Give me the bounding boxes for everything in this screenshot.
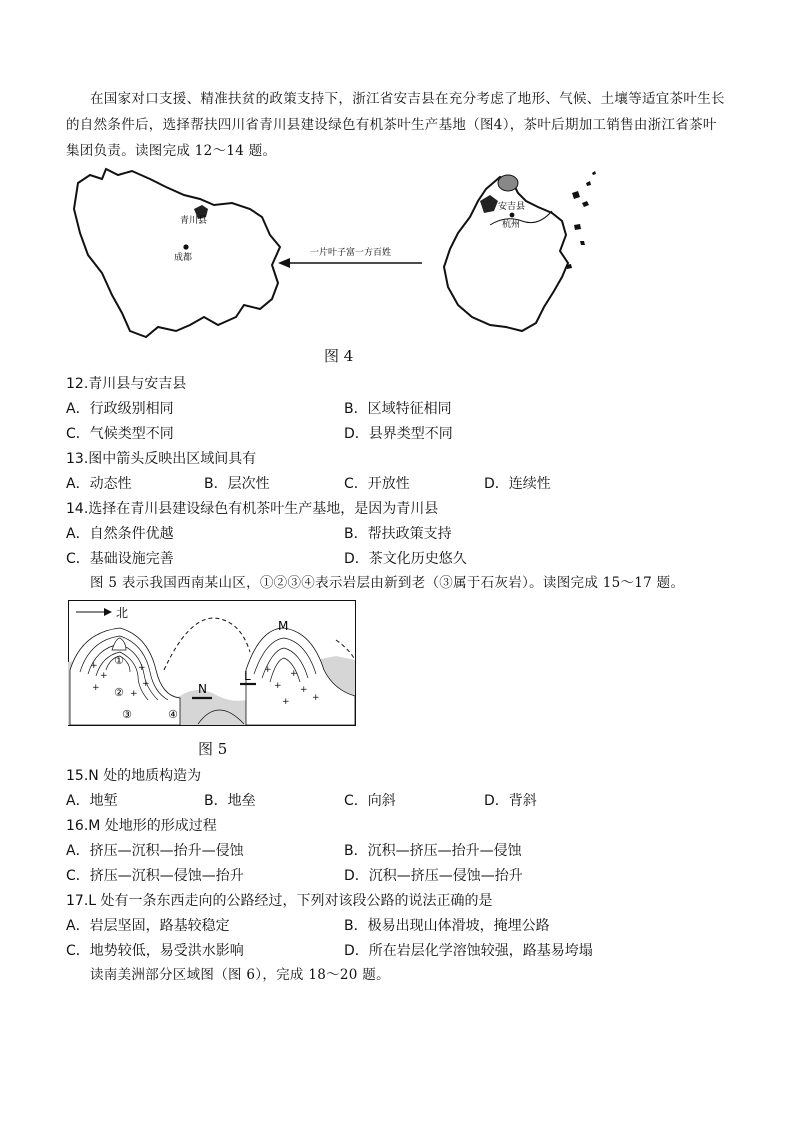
- svg-text:+: +: [92, 683, 100, 693]
- q16-stem: 16.M 处地形的形成过程: [66, 818, 217, 834]
- q12-stem: 12.青川县与安吉县: [66, 376, 187, 392]
- svg-text:+: +: [100, 671, 108, 681]
- q17-stem: 17.L 处有一条东西走向的公路经过，下列对该段公路的说法正确的是: [66, 893, 493, 909]
- q13-option-c[interactable]: C．开放性: [344, 476, 410, 492]
- label-layer-4: ④: [168, 708, 178, 721]
- q15-option-d[interactable]: D．背斜: [484, 793, 537, 809]
- svg-text:+: +: [138, 663, 146, 673]
- label-north: 北: [116, 606, 129, 620]
- q12-option-c[interactable]: C．气候类型不同: [66, 426, 174, 442]
- label-hangzhou: 杭州: [502, 220, 521, 230]
- q12-option-b[interactable]: B．区域特征相同: [344, 401, 452, 417]
- q15-option-c[interactable]: C．向斜: [344, 793, 396, 809]
- q13-option-b[interactable]: B．层次性: [204, 476, 270, 492]
- q13-option-a[interactable]: A．动态性: [66, 476, 132, 492]
- label-qingchuan: 青川县: [180, 216, 208, 226]
- q15-stem: 15.N 处的地质构造为: [66, 768, 202, 784]
- q14-option-d[interactable]: D．茶文化历史悠久: [344, 551, 467, 567]
- q16-option-c[interactable]: C．挤压—沉积—侵蚀—抬升: [66, 868, 244, 884]
- label-chengdu: 成都: [174, 253, 193, 263]
- q12-option-a[interactable]: A．行政级别相同: [66, 401, 174, 417]
- label-M: M: [278, 619, 289, 633]
- intro-line-1: 在国家对口支援、精准扶贫的政策支持下，浙江省安吉县在充分考虑了地形、气候、土壤等适宜茶叶生长: [90, 91, 725, 107]
- figure-4-map: [66, 165, 626, 340]
- svg-text:+: +: [300, 685, 308, 695]
- label-arrow: 一片叶子富一方百姓: [310, 248, 392, 258]
- intro-line-3: 集团负责。读图完成 12～14 题。: [66, 143, 277, 159]
- svg-text:+: +: [312, 693, 320, 703]
- svg-text:+: +: [282, 697, 290, 707]
- svg-text:+: +: [264, 665, 272, 675]
- zhejiang-outline: [444, 177, 568, 331]
- q17-option-a[interactable]: A．岩层坚固，路基较稳定: [66, 918, 230, 934]
- label-anji: 安吉县: [498, 202, 526, 212]
- q14-option-a[interactable]: A．自然条件优越: [66, 526, 174, 542]
- q14-option-c[interactable]: C．基础设施完善: [66, 551, 174, 567]
- svg-text:+: +: [90, 661, 98, 671]
- figure-5-cross-section: [68, 600, 356, 726]
- label-layer-3: ③: [122, 708, 132, 721]
- q15-option-b[interactable]: B．地垒: [204, 793, 256, 809]
- q13-stem: 13.图中箭头反映出区域间具有: [66, 451, 257, 467]
- q16-option-d[interactable]: D．沉积—挤压—侵蚀—抬升: [344, 868, 523, 884]
- q17-option-d[interactable]: D．所在岩层化学溶蚀较强，路基易垮塌: [344, 943, 593, 959]
- label-layer-1: ①: [114, 654, 124, 667]
- figure-4-caption: 图 4: [324, 347, 354, 365]
- svg-text:+: +: [274, 681, 282, 691]
- intro-line-2: 的自然条件后，选择帮扶四川省青川县建设绿色有机茶叶生产基地（图4），茶叶后期加工销售由浙江省茶叶: [66, 117, 717, 133]
- svg-text:+: +: [290, 669, 298, 679]
- q15-option-a[interactable]: A．地堑: [66, 793, 118, 809]
- label-L: L: [244, 669, 251, 683]
- q17-option-c[interactable]: C．地势较低，易受洪水影响: [66, 943, 244, 959]
- intro-fig5: 图 5 表示我国西南某山区，①②③④表示岩层由新到老（③属于石灰岩）。读图完成 15～17 题。: [90, 575, 685, 591]
- svg-text:+: +: [130, 689, 138, 699]
- q14-option-b[interactable]: B．帮扶政策支持: [344, 526, 452, 542]
- label-layer-2: ②: [114, 686, 124, 699]
- svg-text:+: +: [142, 679, 150, 689]
- label-N: N: [198, 682, 207, 696]
- q16-option-a[interactable]: A．挤压—沉积—抬升—侵蚀: [66, 843, 244, 859]
- q12-option-d[interactable]: D．县界类型不同: [344, 426, 453, 442]
- q13-option-d[interactable]: D．连续性: [484, 476, 551, 492]
- q16-option-b[interactable]: B．沉积—挤压—抬升—侵蚀: [344, 843, 522, 859]
- q17-option-b[interactable]: B．极易出现山体滑坡，掩埋公路: [344, 918, 550, 934]
- figure-5-caption: 图 5: [198, 740, 228, 758]
- q14-stem: 14.选择在青川县建设绿色有机茶叶生产基地，是因为青川县: [66, 501, 439, 517]
- intro-fig6: 读南美洲部分区域图（图 6），完成 18～20 题。: [90, 967, 390, 983]
